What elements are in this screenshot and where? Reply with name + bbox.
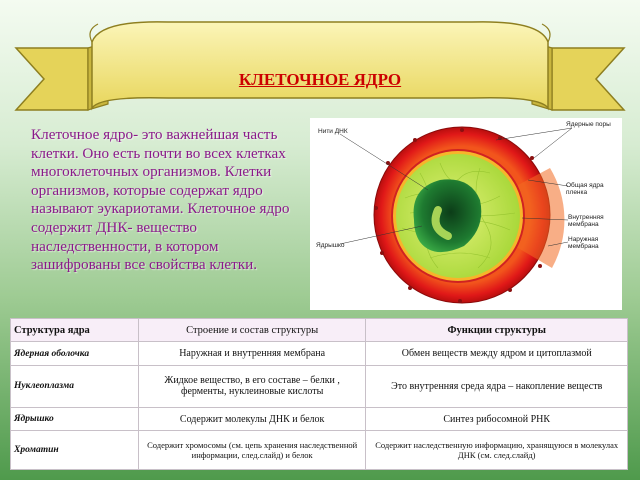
nucleus-structure-table bbox=[10, 318, 628, 470]
table-header-row bbox=[11, 319, 628, 342]
row-function: Синтез рибосомной РНК bbox=[366, 407, 628, 430]
row-composition: Наружная и внутренняя мембрана bbox=[138, 342, 366, 365]
page-title: КЛЕТОЧНОЕ ЯДРО bbox=[238, 70, 402, 89]
row-composition: Содержит молекулы ДНК и белок bbox=[138, 407, 366, 430]
nucleus-figure bbox=[310, 118, 622, 310]
header-structure: Структура ядра bbox=[11, 319, 139, 342]
table-row bbox=[11, 342, 628, 365]
row-function: Это внутренняя среда ядра – накопление веществ bbox=[366, 365, 628, 407]
row-function: Содержит наследственную информацию, хранящуюся в молекулах ДНК (см. след.слайд) bbox=[366, 431, 628, 470]
table-row bbox=[11, 431, 628, 470]
row-name: Ядрышко bbox=[11, 407, 139, 430]
table-row bbox=[11, 365, 628, 407]
row-function: Обмен веществ между ядром и цитоплазмой bbox=[366, 342, 628, 365]
row-name: Нуклеоплазма bbox=[11, 365, 139, 407]
intro-text: Клеточное ядро- это важнейшая часть клетки. Оно есть почти во всех клетках многоклеточных организмов. Клетки организмов, которые содержат ядро называют эукариотами. Клеточное ядро содержит ДНК- вещество наследственности, в котором зашифрованы все свойства клетки. bbox=[31, 126, 290, 274]
row-name: Ядерная оболочка bbox=[11, 342, 139, 365]
label-nuclear-pores: Ядерные поры bbox=[566, 121, 611, 128]
row-name: Хроматин bbox=[11, 431, 139, 470]
label-common-film: Общая ядра пленка bbox=[566, 182, 604, 196]
header-composition: Строение и состав структуры bbox=[138, 319, 366, 342]
row-composition: Содержит хромосомы (см. цепь хранения наследственной информации, след.слайд) и белок bbox=[138, 431, 366, 470]
label-inner-membrane: Внутренняя мембрана bbox=[568, 214, 604, 228]
label-dna-strands: Нити ДНК bbox=[318, 128, 348, 135]
table-row bbox=[11, 407, 628, 430]
label-nucleolus: Ядрышко bbox=[316, 242, 345, 249]
row-composition: Жидкое вещество, в его составе – белки , ферменты, нуклеиновые кислоты bbox=[138, 365, 366, 407]
header-functions: Функции структуры bbox=[366, 319, 628, 342]
title-banner bbox=[0, 0, 640, 120]
label-outer-membrane: Наружная мембрана bbox=[568, 236, 599, 250]
